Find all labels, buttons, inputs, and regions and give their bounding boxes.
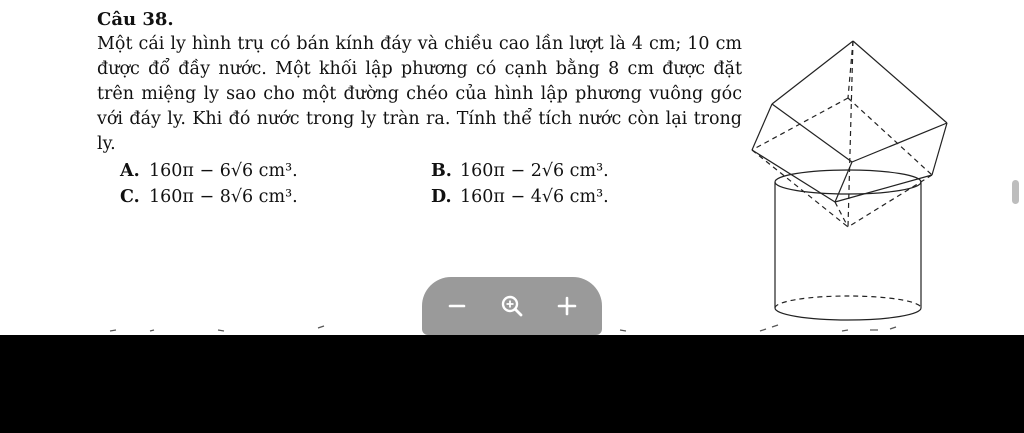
answer-expression: 160π − 2√6 cm³. [460, 160, 609, 181]
zoom-toolbar [422, 277, 602, 335]
zoom-out-button[interactable] [435, 284, 479, 328]
question-block [97, 7, 742, 210]
cube-shape [752, 41, 947, 227]
answer-options [97, 158, 742, 210]
question-body: Một cái ly hình trụ có bán kính đáy và chiều cao lần lượt là 4 cm; 10 cm được đổ đầy nước. Một khối lập phương có cạnh bằng 8 cm được đặt trên miệng ly sao cho một đường chéo của hình lập phương vuông góc với đáy ly. Khi đó nước trong ly tràn ra. Tính thể tích nước còn lại trong ly. [97, 34, 742, 154]
question-title: Câu 38. [97, 9, 174, 30]
zoom-in-button[interactable] [545, 284, 589, 328]
scrollbar-thumb[interactable] [1012, 180, 1019, 204]
magnifier-icon [500, 294, 524, 318]
cube-on-cylinder-figure [748, 36, 958, 332]
answer-row [120, 184, 742, 210]
minus-icon [448, 297, 466, 315]
answer-d [431, 185, 742, 210]
answer-b [431, 159, 742, 184]
answer-letter: C. [120, 186, 140, 207]
answer-letter: A. [120, 160, 140, 181]
answer-expression: 160π − 6√6 cm³. [149, 160, 298, 181]
answer-expression: 160π − 4√6 cm³. [460, 186, 609, 207]
plus-icon [557, 296, 577, 316]
answer-expression: 160π − 8√6 cm³. [149, 186, 298, 207]
answer-a [120, 159, 431, 184]
cylinder-shape [775, 170, 921, 320]
answer-letter: D. [431, 186, 452, 207]
answer-row [120, 158, 742, 184]
answer-c [120, 185, 431, 210]
zoom-reset-button[interactable] [490, 284, 534, 328]
answer-letter: B. [431, 160, 452, 181]
